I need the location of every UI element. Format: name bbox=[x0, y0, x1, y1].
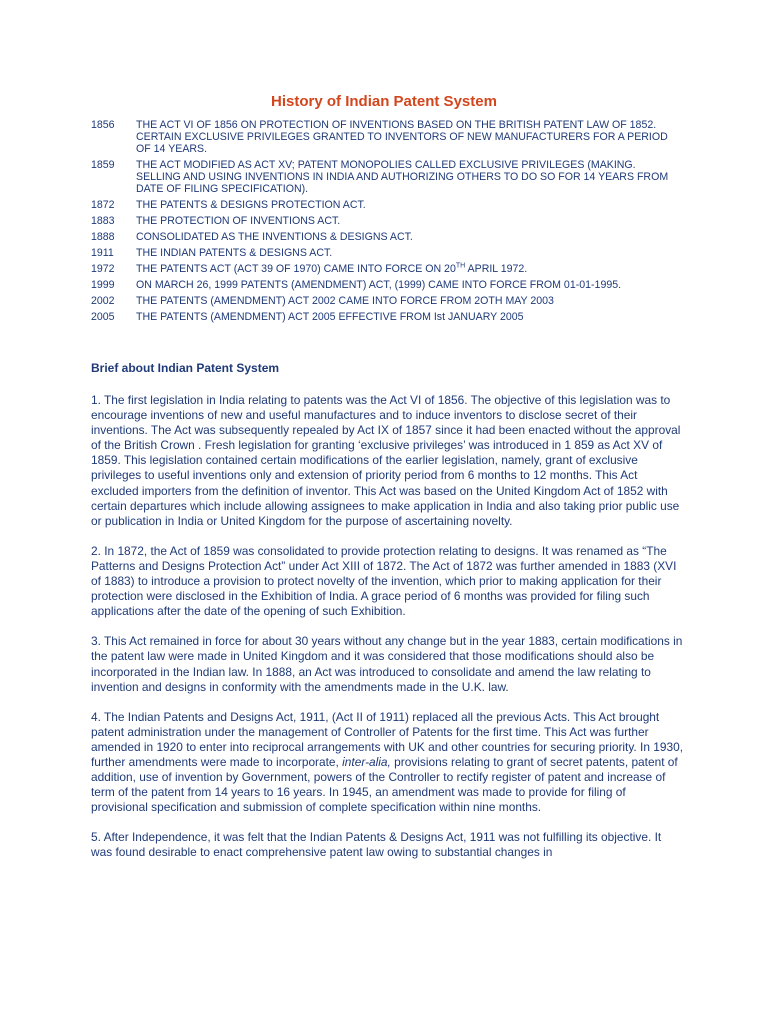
timeline-event: THE PATENTS (AMENDMENT) ACT 2005 EFFECTIVE FROM Ist JANUARY 2005 bbox=[136, 311, 524, 323]
timeline-year: 1856 bbox=[91, 119, 115, 131]
paragraph-5: 5. After Independence, it was felt that the Indian Patents & Designs Act, 1911 was not fulfilling its objective. It was found desirable to enact comprehensive patent law owing to substantial changes in bbox=[91, 830, 662, 860]
timeline-row bbox=[91, 215, 683, 227]
timeline-event-text: THE PATENTS ACT (ACT 39 OF 1970) CAME INTO FORCE ON 20 bbox=[136, 263, 456, 275]
timeline-row bbox=[91, 279, 683, 291]
ordinal-superscript: TH bbox=[455, 262, 466, 270]
paragraph-3: 3. This Act remained in force for about 30 years without any change but in the year 1883, certain modifications in the patent law were made in United Kingdom and it was considered that those modifications should also be incorporated in the Indian law. In 1888, an Act was introduced to consolidate and amend the law relating to invention and designs in conformity with the amendments made in the U.K. law. bbox=[91, 634, 683, 694]
timeline-year: 1911 bbox=[91, 247, 114, 259]
timeline-event: THE ACT MODIFIED AS ACT XV; PATENT MONOPOLIES CALLED EXCLUSIVE PRIVILEGES (MAKING. SELLING AND USING INVENTIONS IN INDIA AND AUTHORIZING OTHERS TO DO SO FOR 14 YEARS FROM DATE OF FILING SPECIFICATION). bbox=[136, 159, 669, 195]
timeline-event: THE PROTECTION OF INVENTIONS ACT. bbox=[136, 215, 341, 227]
timeline-year: 1888 bbox=[91, 231, 115, 243]
patent-timeline bbox=[91, 119, 683, 327]
paragraph-4 bbox=[91, 710, 683, 816]
paragraph-4-text: provisions relating to grant of secret patents, patent of addition, use of invention by Government, powers of the Controller to rectify register of patent and increase of term of the patent from 14 years to 16 years. In 1945, an amendment was made to provide for filing of provisional specification and submission of complete specification within nine months. bbox=[91, 754, 678, 815]
brief-section-heading: Brief about Indian Patent System bbox=[91, 361, 280, 375]
timeline-event-text: APRIL 1972. bbox=[465, 263, 528, 275]
timeline-event: THE PATENTS & DESIGNS PROTECTION ACT. bbox=[136, 199, 366, 211]
paragraph-2: 2. In 1872, the Act of 1859 was consolidated to provide protection relating to designs. It was renamed as “The Patterns and Designs Protection Act” under Act XIII of 1872. The Act of 1872 was further amended in 1883 (XVI of 1883) to introduce a provision to protect novelty of the invention, which prior to making application for their protection were disclosed in the Exhibition of India. A grace period of 6 months was provided for filing such applications after the date of the opening of such Exhibition. bbox=[91, 543, 677, 619]
timeline-event: THE INDIAN PATENTS & DESIGNS ACT. bbox=[136, 247, 333, 259]
timeline-row bbox=[91, 231, 683, 243]
timeline-year: 1872 bbox=[91, 199, 115, 211]
timeline-row bbox=[91, 263, 683, 275]
timeline-year: 1883 bbox=[91, 215, 115, 227]
timeline-year: 1999 bbox=[91, 279, 115, 291]
timeline-event: THE PATENTS (AMENDMENT) ACT 2002 CAME INTO FORCE FROM 2OTH MAY 2003 bbox=[136, 295, 554, 307]
timeline-event: CONSOLIDATED AS THE INVENTIONS & DESIGNS ACT. bbox=[136, 231, 413, 243]
timeline-year: 2002 bbox=[91, 295, 115, 307]
timeline-row bbox=[91, 295, 683, 307]
brief-body bbox=[91, 393, 683, 876]
timeline-year: 1859 bbox=[91, 159, 115, 171]
timeline-row bbox=[91, 311, 683, 323]
timeline-row bbox=[91, 119, 683, 155]
paragraph-4-text: 4. The Indian Patents and Designs Act, 1911, (Act II of 1911) replaced all the previous Acts. This Act brought patent administration under the management of Controller of Patents for the first time. This Act was further amended in 1920 to enter into reciprocal arrangements with UK and other countries for securing priority. In 1930, further amendments were made to incorporate, bbox=[91, 709, 683, 769]
page-title: History of Indian Patent System bbox=[271, 93, 497, 110]
timeline-year: 2005 bbox=[91, 311, 115, 323]
paragraph-1: 1. The first legislation in India relating to patents was the Act VI of 1856. The objective of this legislation was to encourage inventions of new and useful manufactures and to induce inventors to disclose secret of their inventions. The Act was subsequently repealed by Act IX of 1857 since it had been enacted without the approval of the British Crown . Fresh legislation for granting ‘exclusive privileges’ was introduced in 1 859 as Act XV of 1859. This legislation contained certain modifications of the earlier legislation, namely, grant of exclusive privileges to useful inventions only and extension of priority period from 6 months to 12 months. This Act excluded importers from the definition of inventor. This Act was based on the United Kingdom Act of 1852 with certain departures which include allowing assignees to make application in India and also taking prior public use or publication in India or United Kingdom for the purpose of ascertaining novelty. bbox=[91, 393, 681, 528]
timeline-event: THE ACT VI OF 1856 ON PROTECTION OF INVENTIONS BASED ON THE BRITISH PATENT LAW OF 1852. CERTAIN EXCLUSIVE PRIVILEGES GRANTED TO INVENTORS OF NEW MANUFACTURERS FOR A PERIOD OF 14 YEARS. bbox=[136, 119, 668, 155]
timeline-row bbox=[91, 159, 683, 195]
timeline-year: 1972 bbox=[91, 263, 115, 275]
timeline-event: ON MARCH 26, 1999 PATENTS (AMENDMENT) ACT, (1999) CAME INTO FORCE FROM 01-01-1995. bbox=[136, 279, 622, 291]
timeline-row bbox=[91, 247, 683, 259]
timeline-row bbox=[91, 199, 683, 211]
timeline-event bbox=[136, 263, 683, 275]
latin-term: inter-alia, bbox=[342, 754, 391, 769]
